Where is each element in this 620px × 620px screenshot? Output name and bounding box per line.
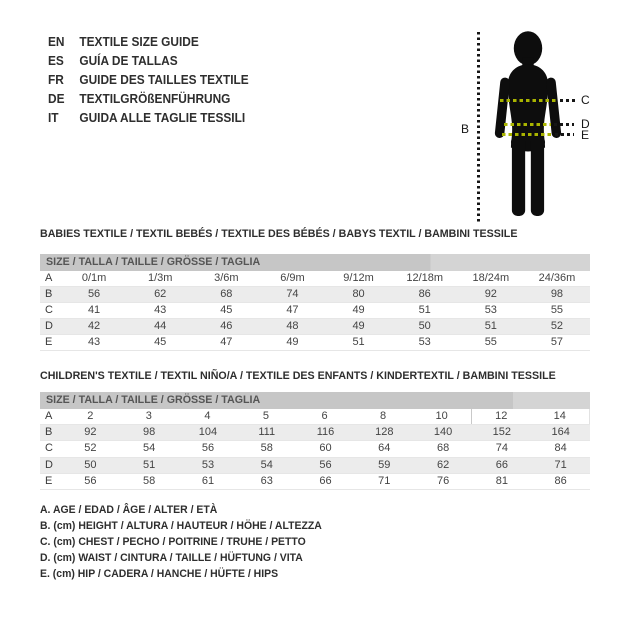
table-row	[40, 287, 590, 303]
table-cell: 53	[201, 458, 215, 471]
size-header-bar	[40, 254, 590, 271]
table-cell: 4	[204, 410, 211, 422]
table-cell: 24/36m	[538, 272, 576, 284]
table-cell: 92	[84, 426, 97, 439]
table-cell: 54	[143, 442, 156, 455]
babies-table-title: BABIES TEXTILE / TEXTIL BEBÉS / TEXTILE DES BÉBÉS / BABYS TEXTIL / BAMBINI TESSILE	[40, 228, 518, 240]
table-cell: 104	[198, 426, 218, 439]
row-label: A	[45, 410, 53, 422]
measure-label-b: B	[461, 122, 470, 136]
table-cell: 64	[378, 442, 391, 455]
hip-measure-dashes	[502, 133, 552, 136]
table-row	[40, 271, 590, 287]
table-cell: 152	[492, 426, 512, 439]
row-label: B	[45, 426, 53, 439]
table-cell: 18/24m	[472, 272, 510, 284]
table-row	[40, 441, 590, 457]
table-cell: 61	[201, 474, 215, 487]
table-cell: 59	[378, 458, 391, 471]
table-cell: 1/3m	[147, 272, 173, 284]
lang-label: GUIDE DES TAILLES TEXTILE	[79, 73, 249, 87]
table-cell: 54	[260, 458, 273, 471]
table-cell: 52	[84, 442, 97, 455]
table-cell: 49	[352, 304, 365, 316]
table-cell: 53	[484, 304, 497, 316]
table-cell: 51	[143, 458, 156, 471]
table-row	[40, 409, 590, 425]
table-cell: 6/9m	[280, 272, 305, 284]
table-cell: 9/12m	[343, 272, 374, 284]
row-label: D	[45, 458, 53, 471]
legend-line-height: B. (cm) HEIGHT / ALTURA / HAUTEUR / HÖHE / ALTEZZA	[40, 520, 322, 532]
table-row	[40, 335, 590, 351]
table-row	[40, 425, 590, 441]
babies-table-body	[40, 271, 590, 351]
table-cell: 50	[418, 320, 431, 332]
table-cell: 56	[319, 458, 332, 471]
table-cell: 68	[220, 288, 233, 300]
table-cell: 47	[220, 336, 233, 348]
table-cell: 43	[154, 304, 167, 316]
lang-label: GUIDA ALLE TAGLIE TESSILI	[79, 111, 246, 125]
table-cell: 43	[87, 336, 101, 348]
table-cell: 52	[550, 320, 564, 332]
table-cell: 42	[87, 320, 101, 332]
table-cell: 12/18m	[406, 272, 444, 284]
table-cell: 48	[286, 320, 299, 332]
measure-label-e: E	[581, 128, 590, 142]
lang-code: DE	[48, 92, 65, 106]
table-cell: 60	[319, 442, 332, 455]
table-cell: 49	[286, 336, 299, 348]
table-cell: 2	[87, 410, 94, 422]
table-cell: 3/6m	[214, 272, 239, 284]
table-cell: 45	[154, 336, 167, 348]
table-cell: 116	[316, 426, 335, 439]
table-cell: 86	[554, 474, 567, 487]
table-cell: 80	[352, 288, 365, 300]
table-cell: 0/1m	[81, 272, 107, 284]
measure-label-c: C	[581, 93, 590, 107]
hip-leader-dashes	[555, 133, 574, 136]
table-cell: 111	[258, 426, 276, 439]
table-row	[40, 458, 590, 474]
table-cell: 86	[418, 288, 431, 300]
babies-size-table-section	[40, 227, 590, 351]
lang-code: FR	[48, 73, 64, 87]
table-cell: 3	[145, 410, 152, 422]
table-cell: 71	[554, 458, 567, 471]
row-label: C	[45, 442, 53, 455]
table-cell: 6	[321, 410, 328, 422]
table-cell: 55	[550, 304, 564, 316]
table-cell: 51	[352, 336, 365, 348]
height-measure-dotted-line	[477, 32, 480, 222]
table-cell: 44	[154, 320, 167, 332]
table-cell: 55	[484, 336, 497, 348]
table-cell: 68	[436, 442, 450, 455]
chest-measure-dashes	[500, 99, 557, 102]
table-cell: 84	[554, 442, 567, 455]
table-cell: 56	[84, 474, 97, 487]
table-cell: 62	[154, 288, 167, 300]
table-cell: 62	[436, 458, 450, 471]
table-cell: 45	[220, 304, 233, 316]
table-cell: 66	[319, 474, 332, 487]
table-cell: 57	[550, 336, 564, 348]
table-cell: 164	[551, 426, 570, 439]
table-cell: 92	[484, 288, 497, 300]
table-cell: 140	[433, 426, 453, 439]
table-cell: 53	[418, 336, 431, 348]
table-cell: 51	[484, 320, 497, 332]
table-cell: 128	[375, 426, 394, 439]
table-cell: 41	[87, 304, 101, 316]
legend-line-age: A. AGE / EDAD / ÂGE / ALTER / ETÀ	[40, 504, 218, 516]
table-cell: 56	[87, 288, 101, 300]
measurement-legend	[40, 502, 337, 582]
chest-leader-dashes	[560, 99, 576, 102]
waist-leader-dashes	[554, 123, 574, 126]
table-cell: 76	[436, 474, 450, 487]
waist-measure-dashes	[504, 123, 551, 126]
table-cell: 14	[531, 409, 591, 424]
table-cell: 98	[143, 426, 156, 439]
table-cell: 58	[143, 474, 156, 487]
lang-code: IT	[48, 111, 59, 125]
table-cell: 71	[378, 474, 391, 487]
table-cell: 46	[220, 320, 233, 332]
row-label: C	[45, 304, 53, 316]
measure-label-d: D	[581, 117, 590, 131]
table-cell: 74	[495, 442, 508, 455]
table-row	[40, 319, 590, 335]
table-cell: 10	[435, 410, 448, 422]
table-cell: 74	[286, 288, 299, 300]
children-size-table-section	[40, 369, 590, 490]
lang-label: GUÍA DE TALLAS	[79, 54, 178, 68]
table-row	[40, 303, 590, 319]
table-cell: 12	[471, 409, 531, 424]
size-header-label: SIZE / TALLA / TAILLE / GRÖSSE / TAGLIA	[46, 394, 261, 406]
table-cell: 50	[84, 458, 97, 471]
table-cell: 63	[260, 474, 273, 487]
children-table-title: CHILDREN'S TEXTILE / TEXTIL NIÑO/A / TEXTILE DES ENFANTS / KINDERTEXTIL / BAMBINI TESSILE	[40, 370, 556, 382]
table-cell: 47	[286, 304, 299, 316]
lang-label: TEXTILE SIZE GUIDE	[79, 35, 199, 49]
size-header-bar	[40, 392, 590, 409]
measurement-figure	[0, 0, 620, 240]
table-cell: 51	[418, 304, 431, 316]
table-cell: 8	[380, 410, 387, 422]
table-cell: 66	[495, 458, 508, 471]
table-cell: 81	[495, 474, 508, 487]
table-cell: 5	[262, 410, 270, 422]
lang-label: TEXTILGRÖßENFÜHRUNG	[79, 92, 231, 106]
legend-line-hip: E. (cm) HIP / CADERA / HANCHE / HÜFTE / HIPS	[40, 568, 279, 580]
row-label: E	[45, 474, 53, 487]
table-row	[40, 474, 590, 490]
legend-line-chest: C. (cm) CHEST / PECHO / POITRINE / TRUHE / PETTO	[40, 536, 306, 548]
table-cell: 98	[550, 288, 564, 300]
size-header-label: SIZE / TALLA / TAILLE / GRÖSSE / TAGLIA	[46, 256, 261, 268]
children-table-body	[40, 409, 590, 490]
row-label: E	[45, 336, 53, 348]
table-cell: 56	[201, 442, 215, 455]
table-cell: 49	[352, 320, 365, 332]
row-label: B	[45, 288, 53, 300]
lang-code: EN	[48, 35, 65, 49]
lang-code: ES	[48, 54, 64, 68]
row-label: A	[45, 272, 53, 284]
legend-line-waist: D. (cm) WAIST / CINTURA / TAILLE / HÜFTUNG / VITA	[40, 552, 303, 564]
row-label: D	[45, 320, 53, 332]
table-cell: 58	[260, 442, 273, 455]
